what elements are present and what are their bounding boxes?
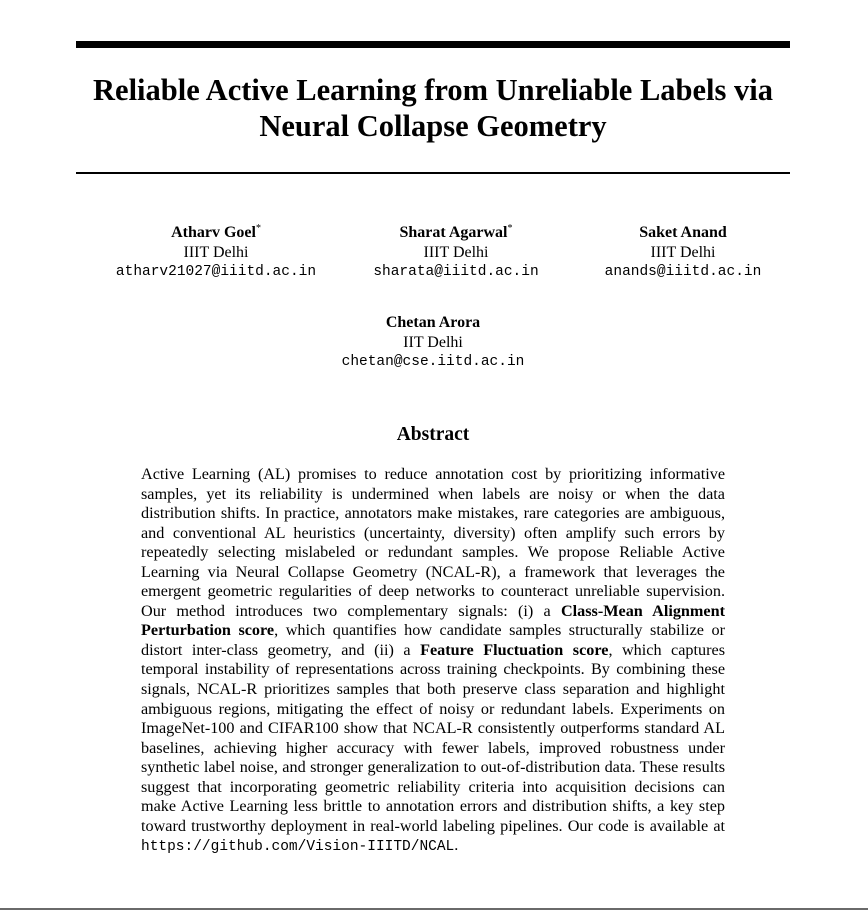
author-affiliation: IIIT Delhi [650,243,716,261]
title-line-2: Neural Collapse Geometry [259,109,607,143]
abstract-text: Active Learning (AL) promises to reduce annotation cost by prioritizing informative samples, yet its reliability is undermined when labels are noisy or when the data distribution shifts. In practice, annotators make mistakes, rare categories are ambiguous, and conventional AL heuristics (uncertainty, diversity) often amplify such errors by repeatedly selecting mislabeled or redundant samples. We propose Reliable Active Learning via Neural Collapse Geometry (NCAL-R), a framework that leverages the emergent geometric regularities of deep networks to counteract unreliable supervision. Our method introduces two complementary signals: (i) a Class-Mean Alignment Perturbation score, which quantifies how candidate samples structurally stabilize or distort inter-class geometry, and (ii) a Feature Fluctuation score, which captures temporal instability of representations across training checkpoints. By combining these signals, NCAL-R prioritizes samples that both preserve class separation and highlight ambiguous regions, mitigating the effect of noisy or redundant labels. Experiments on ImageNet-100 and CIFAR100 show that NCAL-R consistently outperforms standard AL baselines, achieving higher accuracy with fewer labels, improved robustness under synthetic label noise, and stronger generalization to out-of-distribution data. These results suggest that incorporating geometric reliability criteria into acquisition decisions can make Active Learning less brittle to annotation errors and distribution shifts, a key step toward trustworthy deployment in real-world labeling pipelines. Our code is available at https://github.com/Vision-IIITD/NCAL. [141,465,725,856]
author-block-2 [341,223,571,282]
author-name: Atharv Goel* [171,223,261,241]
author-name: Saket Anand [639,224,727,241]
paper-title [76,72,790,144]
title-line-1: Reliable Active Learning from Unreliable Labels via [93,73,773,107]
author-block-1 [96,223,336,282]
title-rule [76,172,790,174]
equal-contribution-mark: * [507,223,513,234]
author-name: Chetan Arora [385,314,481,331]
bottom-edge-rule [0,908,868,910]
author-email: anands@iiitd.ac.in [604,264,762,280]
author-affiliation: IIT Delhi [403,333,463,351]
cmap-score-term: Class-Mean Alignment Perturbation score [141,601,725,640]
author-block-3 [573,223,793,282]
author-block-4 [318,313,548,372]
feature-fluctuation-term: Feature Fluctuation score [420,640,609,659]
code-link[interactable]: https://github.com/Vision-IIITD/NCAL [141,839,455,856]
author-email: sharata@iiitd.ac.in [373,264,539,280]
author-email: atharv21027@iiitd.ac.in [115,264,317,280]
author-email: chetan@cse.iitd.ac.in [341,354,525,370]
abstract-heading: Abstract [396,424,470,445]
author-affiliation: IIIT Delhi [183,243,249,261]
equal-contribution-mark: * [255,223,261,234]
author-name: Sharat Agarwal* [399,223,513,241]
top-rule [76,41,790,48]
author-affiliation: IIIT Delhi [423,243,489,261]
